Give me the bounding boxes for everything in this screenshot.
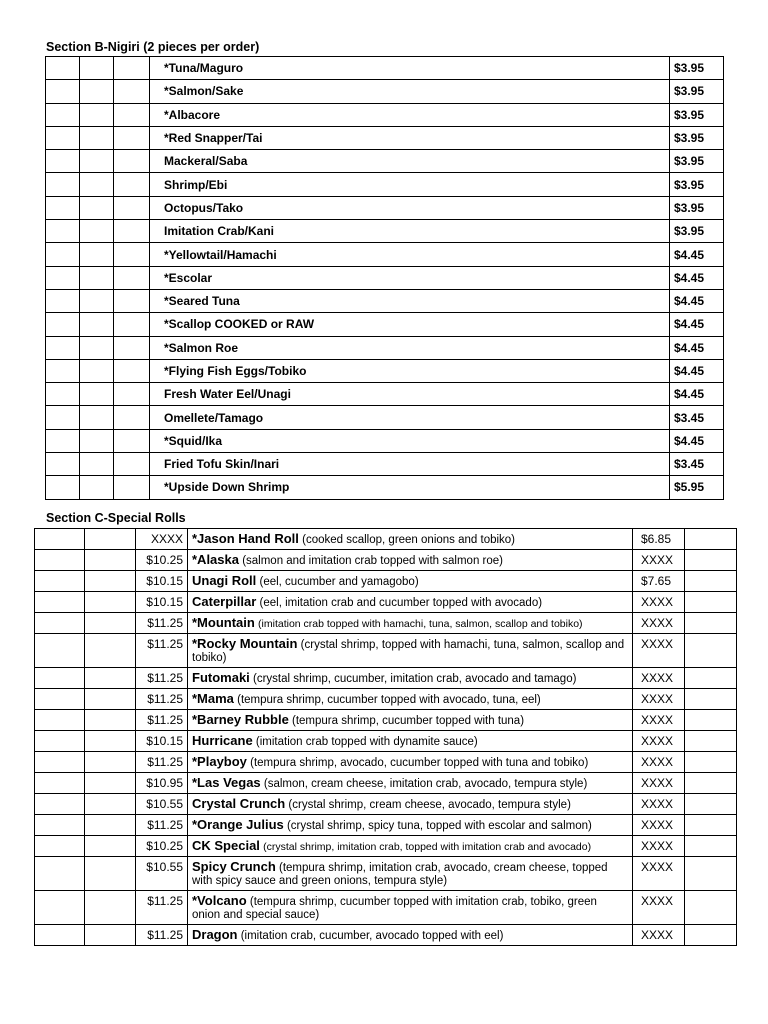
order-box[interactable] (46, 383, 80, 406)
rolls-table (34, 528, 737, 946)
roll-name: Spicy Crunch (192, 859, 276, 874)
order-box[interactable] (35, 925, 85, 946)
order-box[interactable] (85, 689, 136, 710)
roll-name: *Mountain (192, 615, 255, 630)
roll-row (35, 891, 737, 925)
nigiri-item-name: Fried Tofu Skin/Inari (150, 453, 670, 476)
roll-ingredients: (tempura shrimp, imitation crab, avocado, cream cheese, topped with spicy sauce and green onions, tempura style) (192, 862, 608, 887)
order-box[interactable] (114, 103, 150, 126)
order-box[interactable] (35, 815, 85, 836)
order-box[interactable] (35, 731, 85, 752)
roll-ingredients: (imitation crab topped with hamachi, tuna, salmon, scallop and tobiko) (258, 618, 583, 630)
roll-description-cell (188, 592, 633, 613)
order-box[interactable] (46, 266, 80, 289)
roll-name: *Barney Rubble (192, 712, 289, 727)
roll-description-cell (188, 857, 633, 891)
roll-description-cell (188, 710, 633, 731)
order-box[interactable] (80, 150, 114, 173)
roll-ingredients: (salmon and imitation crab topped with salmon roe) (242, 555, 503, 567)
roll-description-cell (188, 529, 633, 550)
roll-description-cell (188, 925, 633, 946)
order-box[interactable] (85, 634, 136, 668)
roll-ingredients: (tempura shrimp, cucumber topped with avocado, tuna, eel) (237, 694, 541, 706)
order-box[interactable] (114, 406, 150, 429)
order-box[interactable] (685, 752, 737, 773)
roll-name: *Playboy (192, 754, 247, 769)
order-box[interactable] (35, 571, 85, 592)
order-box[interactable] (46, 103, 80, 126)
order-box[interactable] (114, 289, 150, 312)
roll-hand-price: XXXX (633, 613, 685, 634)
order-box[interactable] (85, 668, 136, 689)
order-box[interactable] (685, 836, 737, 857)
roll-ingredients: (imitation crab, cucumber, avocado topped with eel) (240, 930, 504, 942)
order-box[interactable] (685, 925, 737, 946)
order-box[interactable] (80, 289, 114, 312)
nigiri-item-price: $3.95 (670, 80, 724, 103)
order-box[interactable] (35, 529, 85, 550)
roll-price: XXXX (136, 529, 188, 550)
roll-price: $11.25 (136, 613, 188, 634)
order-box[interactable] (46, 57, 80, 80)
roll-row (35, 815, 737, 836)
order-box[interactable] (46, 126, 80, 149)
roll-description-cell (188, 668, 633, 689)
roll-hand-price: XXXX (633, 815, 685, 836)
roll-description-cell (188, 689, 633, 710)
roll-price: $11.25 (136, 752, 188, 773)
roll-price: $11.25 (136, 710, 188, 731)
roll-row (35, 752, 737, 773)
roll-name: Caterpillar (192, 594, 257, 609)
nigiri-row (46, 220, 724, 243)
order-box[interactable] (80, 476, 114, 499)
order-box[interactable] (85, 592, 136, 613)
roll-row (35, 710, 737, 731)
roll-row (35, 592, 737, 613)
roll-row (35, 571, 737, 592)
order-box[interactable] (46, 429, 80, 452)
order-box[interactable] (114, 173, 150, 196)
nigiri-item-price: $3.95 (670, 103, 724, 126)
roll-ingredients: (tempura shrimp, cucumber topped with tuna) (292, 715, 525, 727)
roll-description-cell (188, 752, 633, 773)
order-box[interactable] (35, 752, 85, 773)
order-box[interactable] (46, 406, 80, 429)
order-box[interactable] (80, 406, 114, 429)
order-box[interactable] (85, 613, 136, 634)
roll-price: $11.25 (136, 634, 188, 668)
nigiri-item-name: *Scallop COOKED or RAW (150, 313, 670, 336)
nigiri-item-price: $4.45 (670, 289, 724, 312)
order-box[interactable] (685, 689, 737, 710)
order-box[interactable] (85, 752, 136, 773)
roll-row (35, 634, 737, 668)
nigiri-item-price: $4.45 (670, 243, 724, 266)
order-box[interactable] (685, 815, 737, 836)
order-box[interactable] (85, 794, 136, 815)
roll-ingredients: (crystal shrimp, cream cheese, avocado, tempura style) (288, 799, 571, 811)
nigiri-item-name: Imitation Crab/Kani (150, 220, 670, 243)
nigiri-row (46, 359, 724, 382)
nigiri-item-name: Octopus/Tako (150, 196, 670, 219)
order-box[interactable] (114, 243, 150, 266)
order-box[interactable] (35, 794, 85, 815)
roll-ingredients: (crystal shrimp, cucumber, imitation crab, avocado and tamago) (253, 673, 577, 685)
order-box[interactable] (85, 925, 136, 946)
nigiri-item-price: $3.95 (670, 196, 724, 219)
nigiri-section-title: Section B-Nigiri (2 pieces per order) (46, 40, 260, 54)
order-box[interactable] (46, 220, 80, 243)
roll-row (35, 731, 737, 752)
roll-price: $11.25 (136, 891, 188, 925)
roll-row (35, 613, 737, 634)
order-box[interactable] (114, 126, 150, 149)
roll-ingredients: (salmon, cream cheese, imitation crab, avocado, tempura style) (263, 778, 588, 790)
order-box[interactable] (85, 550, 136, 571)
nigiri-item-price: $3.95 (670, 57, 724, 80)
nigiri-item-name: *Squid/Ika (150, 429, 670, 452)
roll-description-cell (188, 773, 633, 794)
roll-hand-price: XXXX (633, 752, 685, 773)
order-box[interactable] (80, 243, 114, 266)
nigiri-row (46, 80, 724, 103)
roll-hand-price: $6.85 (633, 529, 685, 550)
nigiri-item-name: *Salmon Roe (150, 336, 670, 359)
roll-price: $11.25 (136, 689, 188, 710)
order-box[interactable] (114, 57, 150, 80)
order-box[interactable] (114, 359, 150, 382)
order-box[interactable] (46, 336, 80, 359)
roll-name: *Las Vegas (192, 775, 261, 790)
order-box[interactable] (685, 592, 737, 613)
roll-row (35, 773, 737, 794)
nigiri-item-price: $4.45 (670, 336, 724, 359)
order-box[interactable] (46, 476, 80, 499)
order-box[interactable] (35, 857, 85, 891)
order-box[interactable] (46, 359, 80, 382)
order-box[interactable] (80, 359, 114, 382)
roll-hand-price: XXXX (633, 731, 685, 752)
nigiri-row (46, 406, 724, 429)
nigiri-item-name: Fresh Water Eel/Unagi (150, 383, 670, 406)
roll-hand-price: XXXX (633, 550, 685, 571)
order-box[interactable] (80, 173, 114, 196)
order-box[interactable] (114, 476, 150, 499)
nigiri-row (46, 429, 724, 452)
order-box[interactable] (114, 150, 150, 173)
roll-name: Futomaki (192, 670, 250, 685)
nigiri-row (46, 243, 724, 266)
order-box[interactable] (46, 150, 80, 173)
order-box[interactable] (46, 196, 80, 219)
order-box[interactable] (685, 613, 737, 634)
nigiri-item-price: $4.45 (670, 383, 724, 406)
order-box[interactable] (46, 289, 80, 312)
nigiri-item-name: *Yellowtail/Hamachi (150, 243, 670, 266)
roll-price: $11.25 (136, 925, 188, 946)
order-box[interactable] (80, 266, 114, 289)
order-box[interactable] (80, 57, 114, 80)
roll-name: *Volcano (192, 893, 247, 908)
order-box[interactable] (114, 266, 150, 289)
order-box[interactable] (80, 80, 114, 103)
order-box[interactable] (80, 220, 114, 243)
roll-price: $10.15 (136, 592, 188, 613)
roll-ingredients: (imitation crab topped with dynamite sauce) (255, 736, 478, 748)
order-box[interactable] (35, 836, 85, 857)
order-box[interactable] (114, 80, 150, 103)
nigiri-item-price: $4.45 (670, 266, 724, 289)
order-box[interactable] (685, 550, 737, 571)
order-box[interactable] (114, 383, 150, 406)
roll-name: *Mama (192, 691, 234, 706)
order-box[interactable] (80, 103, 114, 126)
order-box[interactable] (80, 453, 114, 476)
roll-row (35, 529, 737, 550)
roll-name: *Jason Hand Roll (192, 531, 299, 546)
nigiri-item-name: Omellete/Tamago (150, 406, 670, 429)
roll-price: $10.25 (136, 550, 188, 571)
order-box[interactable] (685, 857, 737, 891)
order-box[interactable] (85, 710, 136, 731)
roll-price: $10.25 (136, 836, 188, 857)
roll-row (35, 857, 737, 891)
order-box[interactable] (114, 336, 150, 359)
order-box[interactable] (685, 571, 737, 592)
roll-ingredients: (eel, cucumber and yamagobo) (259, 576, 419, 588)
order-box[interactable] (35, 634, 85, 668)
order-box[interactable] (85, 857, 136, 891)
nigiri-row (46, 383, 724, 406)
roll-ingredients: (cooked scallop, green onions and tobiko) (302, 534, 516, 546)
nigiri-item-price: $3.95 (670, 220, 724, 243)
roll-description-cell (188, 891, 633, 925)
order-box[interactable] (35, 689, 85, 710)
order-box[interactable] (80, 383, 114, 406)
roll-hand-price: XXXX (633, 773, 685, 794)
order-box[interactable] (85, 773, 136, 794)
order-box[interactable] (685, 731, 737, 752)
order-box[interactable] (35, 550, 85, 571)
roll-ingredients: (eel, imitation crab and cucumber topped with avocado) (259, 597, 543, 609)
roll-price: $10.95 (136, 773, 188, 794)
nigiri-row (46, 173, 724, 196)
nigiri-item-name: *Albacore (150, 103, 670, 126)
order-box[interactable] (85, 731, 136, 752)
roll-hand-price: XXXX (633, 857, 685, 891)
roll-hand-price: $7.65 (633, 571, 685, 592)
roll-description-cell (188, 571, 633, 592)
order-box[interactable] (35, 668, 85, 689)
nigiri-item-price: $3.95 (670, 126, 724, 149)
roll-price: $10.15 (136, 571, 188, 592)
order-box[interactable] (35, 773, 85, 794)
order-box[interactable] (85, 529, 136, 550)
roll-description-cell (188, 731, 633, 752)
order-box[interactable] (35, 592, 85, 613)
nigiri-item-name: Shrimp/Ebi (150, 173, 670, 196)
order-box[interactable] (35, 613, 85, 634)
roll-hand-price: XXXX (633, 592, 685, 613)
nigiri-item-price: $4.45 (670, 429, 724, 452)
nigiri-table (45, 56, 724, 500)
nigiri-item-name: *Escolar (150, 266, 670, 289)
order-box[interactable] (685, 773, 737, 794)
order-box[interactable] (46, 80, 80, 103)
order-box[interactable] (80, 126, 114, 149)
roll-hand-price: XXXX (633, 836, 685, 857)
roll-row (35, 925, 737, 946)
roll-hand-price: XXXX (633, 710, 685, 731)
roll-name: Unagi Roll (192, 573, 257, 588)
roll-name: *Rocky Mountain (192, 636, 298, 651)
order-box[interactable] (46, 313, 80, 336)
nigiri-item-price: $5.95 (670, 476, 724, 499)
order-box[interactable] (685, 794, 737, 815)
nigiri-item-price: $4.45 (670, 359, 724, 382)
order-box[interactable] (46, 453, 80, 476)
roll-ingredients: (crystal shrimp, spicy tuna, topped with escolar and salmon) (286, 820, 592, 832)
order-box[interactable] (114, 453, 150, 476)
order-box[interactable] (114, 429, 150, 452)
order-box[interactable] (46, 173, 80, 196)
order-box[interactable] (85, 836, 136, 857)
order-box[interactable] (80, 429, 114, 452)
roll-hand-price: XXXX (633, 689, 685, 710)
rolls-section-title: Section C-Special Rolls (46, 511, 186, 525)
roll-row (35, 836, 737, 857)
order-box[interactable] (114, 313, 150, 336)
nigiri-row (46, 150, 724, 173)
roll-ingredients: (tempura shrimp, cucumber topped with imitation crab, tobiko, green onion and special sauce) (192, 896, 597, 921)
roll-description-cell (188, 550, 633, 571)
nigiri-item-price: $3.95 (670, 150, 724, 173)
roll-row (35, 689, 737, 710)
order-box[interactable] (85, 891, 136, 925)
nigiri-row (46, 266, 724, 289)
roll-description-cell (188, 613, 633, 634)
roll-ingredients: (tempura shrimp, avocado, cucumber topped with tuna and tobiko) (250, 757, 589, 769)
roll-name: Crystal Crunch (192, 796, 286, 811)
order-box[interactable] (685, 668, 737, 689)
nigiri-item-price: $4.45 (670, 313, 724, 336)
nigiri-item-name: *Tuna/Maguro (150, 57, 670, 80)
order-box[interactable] (80, 313, 114, 336)
nigiri-item-name: *Upside Down Shrimp (150, 476, 670, 499)
order-box[interactable] (80, 196, 114, 219)
nigiri-item-price: $3.95 (670, 173, 724, 196)
nigiri-item-name: *Salmon/Sake (150, 80, 670, 103)
nigiri-item-name: *Red Snapper/Tai (150, 126, 670, 149)
nigiri-item-price: $3.45 (670, 406, 724, 429)
roll-ingredients: (crystal shrimp, topped with hamachi, tuna, salmon, scallop and tobiko) (192, 639, 625, 664)
nigiri-row (46, 126, 724, 149)
roll-price: $11.25 (136, 668, 188, 689)
order-box[interactable] (46, 243, 80, 266)
roll-hand-price: XXXX (633, 925, 685, 946)
roll-name: Hurricane (192, 733, 253, 748)
order-box[interactable] (80, 336, 114, 359)
roll-description-cell (188, 836, 633, 857)
nigiri-item-name: *Flying Fish Eggs/Tobiko (150, 359, 670, 382)
roll-hand-price: XXXX (633, 794, 685, 815)
order-box[interactable] (85, 571, 136, 592)
nigiri-row (46, 453, 724, 476)
roll-hand-price: XXXX (633, 634, 685, 668)
roll-price: $10.15 (136, 731, 188, 752)
nigiri-item-price: $3.45 (670, 453, 724, 476)
order-box[interactable] (685, 634, 737, 668)
order-box[interactable] (114, 196, 150, 219)
nigiri-row (46, 313, 724, 336)
order-box[interactable] (685, 710, 737, 731)
roll-hand-price: XXXX (633, 891, 685, 925)
order-box[interactable] (35, 891, 85, 925)
roll-name: CK Special (192, 838, 260, 853)
nigiri-row (46, 103, 724, 126)
order-box[interactable] (35, 710, 85, 731)
roll-row (35, 668, 737, 689)
roll-row (35, 794, 737, 815)
roll-ingredients: (crystal shrimp, imitation crab, topped with imitation crab and avocado) (263, 841, 592, 853)
roll-price: $10.55 (136, 794, 188, 815)
roll-description-cell (188, 794, 633, 815)
nigiri-row (46, 57, 724, 80)
roll-description-cell (188, 634, 633, 668)
roll-name: Dragon (192, 927, 238, 942)
roll-name: *Orange Julius (192, 817, 284, 832)
order-box[interactable] (685, 529, 737, 550)
order-box[interactable] (114, 220, 150, 243)
roll-row (35, 550, 737, 571)
order-box[interactable] (685, 891, 737, 925)
roll-description-cell (188, 815, 633, 836)
roll-price: $11.25 (136, 815, 188, 836)
order-box[interactable] (85, 815, 136, 836)
roll-name: *Alaska (192, 552, 239, 567)
nigiri-item-name: Mackeral/Saba (150, 150, 670, 173)
nigiri-item-name: *Seared Tuna (150, 289, 670, 312)
nigiri-row (46, 196, 724, 219)
roll-price: $10.55 (136, 857, 188, 891)
nigiri-row (46, 476, 724, 499)
roll-hand-price: XXXX (633, 668, 685, 689)
nigiri-row (46, 336, 724, 359)
nigiri-row (46, 289, 724, 312)
